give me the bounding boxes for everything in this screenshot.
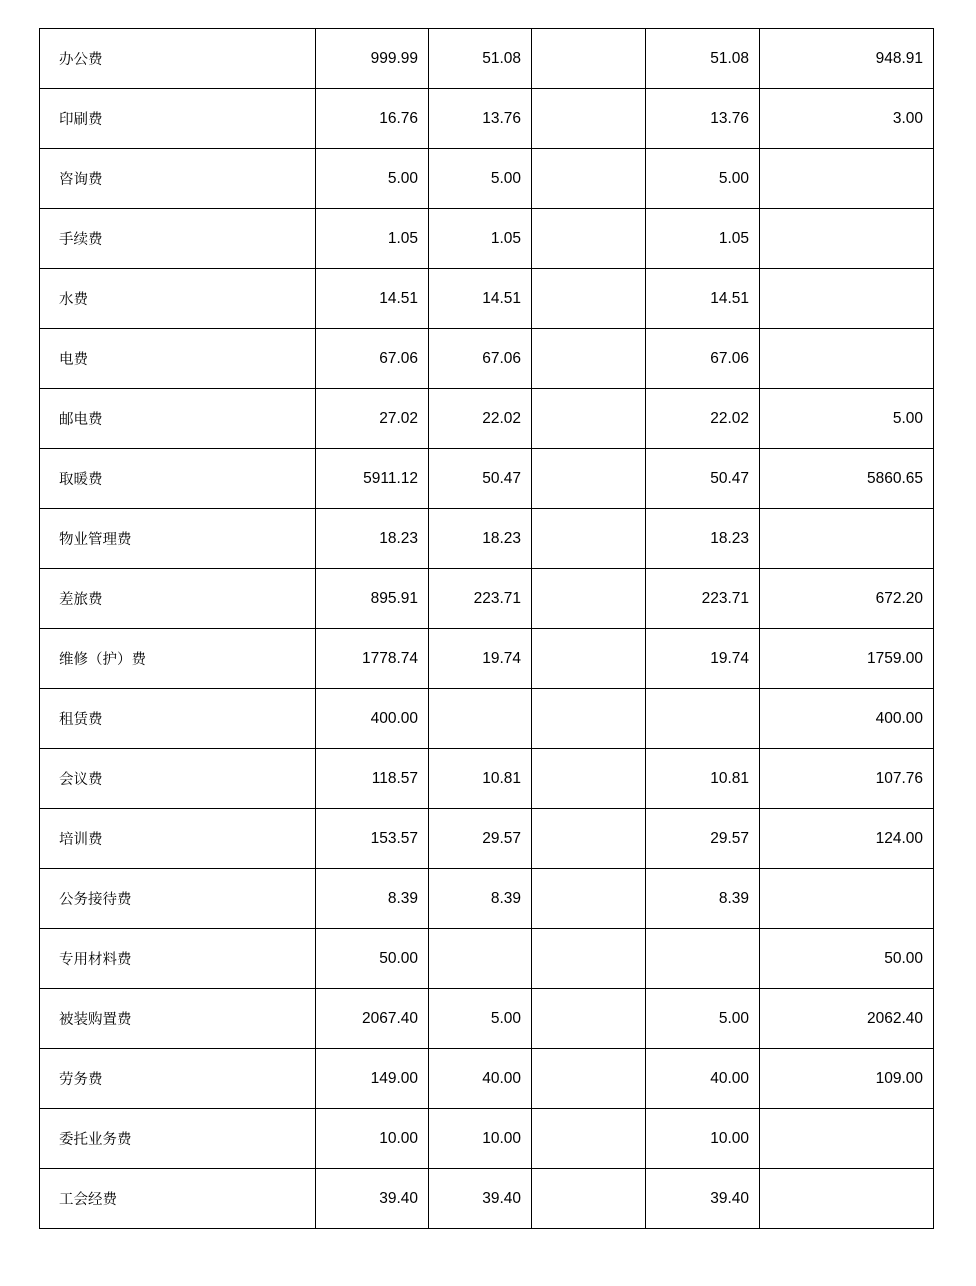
amount-col5-cell	[760, 509, 934, 569]
amount-col2-cell: 223.71	[429, 569, 532, 629]
amount-col2-cell: 13.76	[429, 89, 532, 149]
amount-col4-cell: 5.00	[646, 149, 760, 209]
amount-col5-cell: 109.00	[760, 1049, 934, 1109]
amount-col5-cell	[760, 869, 934, 929]
table-row	[40, 569, 934, 629]
amount-col2-cell: 10.81	[429, 749, 532, 809]
amount-col3-cell	[532, 869, 646, 929]
amount-col4-cell: 10.81	[646, 749, 760, 809]
expense-name-cell: 租赁费	[40, 689, 316, 749]
total-amount-cell: 50.00	[316, 929, 429, 989]
table-row	[40, 449, 934, 509]
amount-col3-cell	[532, 269, 646, 329]
table-row	[40, 389, 934, 449]
table-row	[40, 509, 934, 569]
expense-name-cell: 专用材料费	[40, 929, 316, 989]
amount-col3-cell	[532, 989, 646, 1049]
expense-name-cell: 电费	[40, 329, 316, 389]
amount-col5-cell: 107.76	[760, 749, 934, 809]
amount-col4-cell: 39.40	[646, 1169, 760, 1229]
amount-col3-cell	[532, 629, 646, 689]
table-row	[40, 749, 934, 809]
total-amount-cell: 2067.40	[316, 989, 429, 1049]
total-amount-cell: 5.00	[316, 149, 429, 209]
amount-col2-cell: 14.51	[429, 269, 532, 329]
amount-col2-cell: 40.00	[429, 1049, 532, 1109]
amount-col2-cell: 10.00	[429, 1109, 532, 1169]
amount-col4-cell: 5.00	[646, 989, 760, 1049]
expense-name-cell: 水费	[40, 269, 316, 329]
amount-col3-cell	[532, 149, 646, 209]
amount-col4-cell: 29.57	[646, 809, 760, 869]
amount-col2-cell: 22.02	[429, 389, 532, 449]
expense-name-cell: 邮电费	[40, 389, 316, 449]
amount-col5-cell: 2062.40	[760, 989, 934, 1049]
table-row	[40, 89, 934, 149]
amount-col2-cell: 5.00	[429, 989, 532, 1049]
table-row	[40, 149, 934, 209]
amount-col3-cell	[532, 1049, 646, 1109]
amount-col4-cell: 223.71	[646, 569, 760, 629]
amount-col4-cell: 1.05	[646, 209, 760, 269]
expense-name-cell: 维修（护）费	[40, 629, 316, 689]
total-amount-cell: 8.39	[316, 869, 429, 929]
amount-col3-cell	[532, 569, 646, 629]
table-row	[40, 269, 934, 329]
total-amount-cell: 10.00	[316, 1109, 429, 1169]
amount-col5-cell: 1759.00	[760, 629, 934, 689]
amount-col5-cell: 672.20	[760, 569, 934, 629]
amount-col4-cell: 10.00	[646, 1109, 760, 1169]
amount-col2-cell: 50.47	[429, 449, 532, 509]
amount-col5-cell	[760, 329, 934, 389]
expense-name-cell: 公务接待费	[40, 869, 316, 929]
total-amount-cell: 895.91	[316, 569, 429, 629]
amount-col3-cell	[532, 689, 646, 749]
total-amount-cell: 153.57	[316, 809, 429, 869]
amount-col3-cell	[532, 89, 646, 149]
amount-col2-cell: 18.23	[429, 509, 532, 569]
amount-col5-cell: 50.00	[760, 929, 934, 989]
amount-col4-cell: 13.76	[646, 89, 760, 149]
amount-col3-cell	[532, 449, 646, 509]
table-row	[40, 209, 934, 269]
total-amount-cell: 1.05	[316, 209, 429, 269]
amount-col2-cell: 19.74	[429, 629, 532, 689]
amount-col5-cell: 124.00	[760, 809, 934, 869]
amount-col4-cell	[646, 929, 760, 989]
amount-col4-cell	[646, 689, 760, 749]
table-body	[40, 29, 934, 1229]
amount-col3-cell	[532, 389, 646, 449]
amount-col2-cell	[429, 689, 532, 749]
amount-col4-cell: 8.39	[646, 869, 760, 929]
amount-col3-cell	[532, 749, 646, 809]
amount-col5-cell	[760, 269, 934, 329]
expense-name-cell: 咨询费	[40, 149, 316, 209]
amount-col4-cell: 51.08	[646, 29, 760, 89]
expense-name-cell: 物业管理费	[40, 509, 316, 569]
expense-name-cell: 委托业务费	[40, 1109, 316, 1169]
amount-col4-cell: 18.23	[646, 509, 760, 569]
amount-col5-cell: 948.91	[760, 29, 934, 89]
total-amount-cell: 18.23	[316, 509, 429, 569]
expense-name-cell: 劳务费	[40, 1049, 316, 1109]
amount-col5-cell	[760, 149, 934, 209]
table-row	[40, 1169, 934, 1229]
table-row	[40, 329, 934, 389]
amount-col3-cell	[532, 509, 646, 569]
table-row	[40, 989, 934, 1049]
table-row	[40, 1049, 934, 1109]
amount-col2-cell: 8.39	[429, 869, 532, 929]
amount-col3-cell	[532, 809, 646, 869]
amount-col3-cell	[532, 1109, 646, 1169]
table-row	[40, 29, 934, 89]
total-amount-cell: 67.06	[316, 329, 429, 389]
total-amount-cell: 16.76	[316, 89, 429, 149]
amount-col2-cell	[429, 929, 532, 989]
expense-name-cell: 办公费	[40, 29, 316, 89]
table-row	[40, 629, 934, 689]
total-amount-cell: 14.51	[316, 269, 429, 329]
amount-col4-cell: 67.06	[646, 329, 760, 389]
expense-name-cell: 取暖费	[40, 449, 316, 509]
amount-col2-cell: 1.05	[429, 209, 532, 269]
amount-col2-cell: 67.06	[429, 329, 532, 389]
expense-name-cell: 工会经费	[40, 1169, 316, 1229]
amount-col5-cell: 5860.65	[760, 449, 934, 509]
amount-col5-cell	[760, 209, 934, 269]
amount-col5-cell	[760, 1109, 934, 1169]
expense-name-cell: 差旅费	[40, 569, 316, 629]
total-amount-cell: 999.99	[316, 29, 429, 89]
amount-col2-cell: 51.08	[429, 29, 532, 89]
expense-name-cell: 会议费	[40, 749, 316, 809]
total-amount-cell: 1778.74	[316, 629, 429, 689]
amount-col3-cell	[532, 209, 646, 269]
amount-col5-cell	[760, 1169, 934, 1229]
total-amount-cell: 5911.12	[316, 449, 429, 509]
amount-col4-cell: 19.74	[646, 629, 760, 689]
expense-name-cell: 印刷费	[40, 89, 316, 149]
amount-col5-cell: 400.00	[760, 689, 934, 749]
amount-col2-cell: 5.00	[429, 149, 532, 209]
total-amount-cell: 39.40	[316, 1169, 429, 1229]
total-amount-cell: 118.57	[316, 749, 429, 809]
expense-name-cell: 培训费	[40, 809, 316, 869]
expense-name-cell: 手续费	[40, 209, 316, 269]
amount-col4-cell: 14.51	[646, 269, 760, 329]
amount-col3-cell	[532, 29, 646, 89]
table-row	[40, 869, 934, 929]
table-row	[40, 1109, 934, 1169]
amount-col3-cell	[532, 329, 646, 389]
expense-name-cell: 被装购置费	[40, 989, 316, 1049]
table-row	[40, 689, 934, 749]
expense-table	[39, 28, 934, 1229]
amount-col5-cell: 5.00	[760, 389, 934, 449]
total-amount-cell: 149.00	[316, 1049, 429, 1109]
amount-col2-cell: 39.40	[429, 1169, 532, 1229]
amount-col4-cell: 40.00	[646, 1049, 760, 1109]
table-row	[40, 809, 934, 869]
amount-col3-cell	[532, 1169, 646, 1229]
amount-col2-cell: 29.57	[429, 809, 532, 869]
table-row	[40, 929, 934, 989]
amount-col4-cell: 50.47	[646, 449, 760, 509]
amount-col5-cell: 3.00	[760, 89, 934, 149]
amount-col4-cell: 22.02	[646, 389, 760, 449]
amount-col3-cell	[532, 929, 646, 989]
total-amount-cell: 400.00	[316, 689, 429, 749]
total-amount-cell: 27.02	[316, 389, 429, 449]
